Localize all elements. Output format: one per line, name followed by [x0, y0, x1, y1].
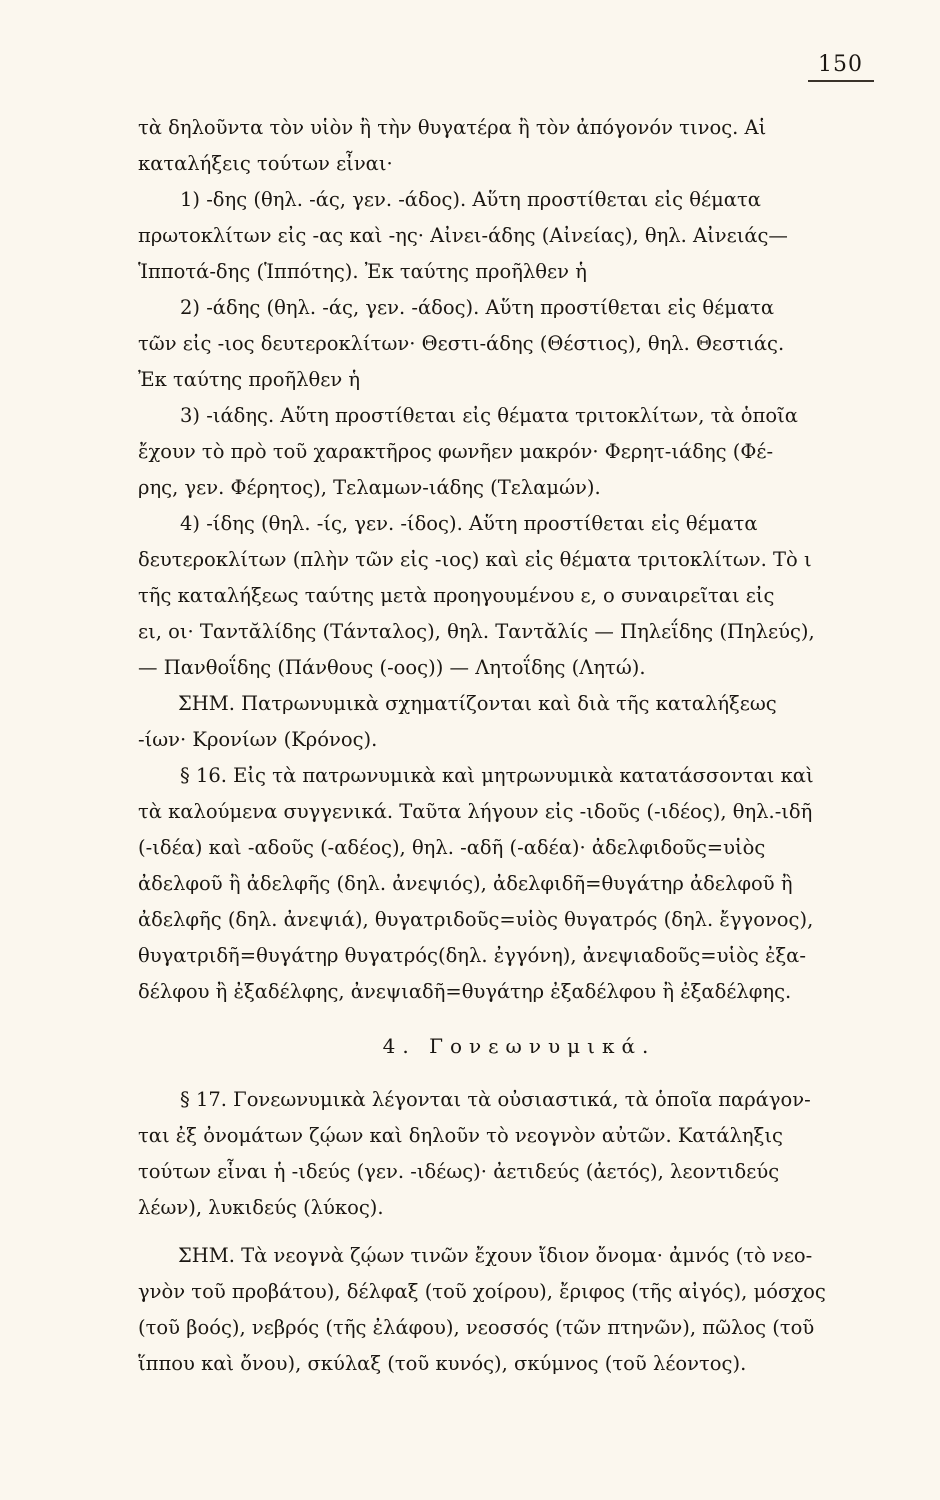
note-line: ἵππου καὶ ὄνου), σκύλαξ (τοῦ κυνός), σκύμνος (τοῦ λέοντος). [138, 1352, 747, 1375]
note-line: ΣΗΜ. Τὰ νεογνὰ ζῴων τινῶν ἔχουν ἴδιον ὄνομα· ἀμνός (τὸ νεο- [178, 1244, 813, 1267]
text-line: τούτων εἶναι ἡ -ιδεύς (γεν. -ιδέως)· ἀετιδεύς (ἀετός), λεοντιδεύς [138, 1160, 780, 1183]
text-line: δευτεροκλίτων (πλὴν τῶν εἰς -ιος) καὶ εἰς θέματα τριτοκλίτων. Τὸ ι [138, 548, 812, 571]
text-line: τῶν εἰς -ιος δευτεροκλίτων· Θεστι-άδης (Θέστιος), θηλ. Θεστιάς. [138, 332, 785, 355]
text-line: Ἱπποτά-δης (Ἱππότης). Ἐκ ταύτης προῆλθεν ἡ [138, 260, 587, 283]
text-line: 2) -άδης (θηλ. -άς, γεν. -άδος). Αὕτη προστίθεται εἰς θέματα [180, 296, 775, 319]
text-line: ἀδελφῆς (δηλ. ἀνεψιά), θυγατριδοῦς=υἱὸς θυγατρός (δηλ. ἔγγονος), [138, 908, 814, 931]
note-line: ΣΗΜ. Πατρωνυμικὰ σχηματίζονται καὶ διὰ τῆς καταλήξεως [178, 692, 777, 715]
page-number: 150 [818, 52, 863, 77]
text-line: ρης, γεν. Φέρητος), Τελαμων-ιάδης (Τελαμών). [138, 476, 601, 499]
text-line: δέλφου ἢ ἐξαδέλφης, ἀνεψιαδῆ=θυγάτηρ ἐξαδέλφου ἢ ἐξαδέλφης. [138, 980, 792, 1003]
text-line: ἀδελφοῦ ἢ ἀδελφῆς (δηλ. ἀνεψιός), ἀδελφιδῆ=θυγάτηρ ἀδελφοῦ ἢ [138, 872, 793, 895]
text-line: θυγατριδῆ=θυγάτηρ θυγατρός(δηλ. ἐγγόνη), ἀνεψιαδοῦς=υἱὸς ἐξα- [138, 944, 806, 967]
text-line: καταλήξεις τούτων εἶναι· [138, 152, 393, 175]
text-line: τὰ δηλοῦντα τὸν υἱὸν ἢ τὴν θυγατέρα ἢ τὸν ἀπόγονόν τινος. Αἱ [138, 116, 767, 139]
text-line: (-ιδέα) καὶ -αδοῦς (-αδέος), θηλ. -αδῆ (-αδέα)· ἀδελφιδοῦς=υἱὸς [138, 836, 766, 859]
section-title: 4. Γονεωνυμικά. [382, 1034, 656, 1058]
text-line: λέων), λυκιδεύς (λύκος). [138, 1196, 384, 1219]
page-number-rule [808, 80, 874, 82]
section-line: § 16. Εἰς τὰ πατρωνυμικὰ καὶ μητρωνυμικὰ κατατάσσονται καὶ [180, 764, 814, 787]
text-line: τῆς καταλήξεως ταύτης μετὰ προηγουμένου ε, ο συναιρεῖται εἰς [138, 584, 775, 607]
text-line: 1) -δης (θηλ. -άς, γεν. -άδος). Αὕτη προστίθεται εἰς θέματα [180, 188, 761, 211]
text-line: ἔχουν τὸ πρὸ τοῦ χαρακτῆρος φωνῆεν μακρόν· Φερητ-ιάδης (Φέ- [138, 440, 774, 463]
note-line: (τοῦ βοός), νεβρός (τῆς ἐλάφου), νεοσσός (τῶν πτηνῶν), πῶλος (τοῦ [138, 1316, 815, 1339]
text-line: 4) -ίδης (θηλ. -ίς, γεν. -ίδος). Αὕτη προστίθεται εἰς θέματα [180, 512, 758, 535]
note-line: -ίων· Κρονίων (Κρόνος). [138, 728, 378, 751]
text-line: ται ἐξ ὀνομάτων ζῴων καὶ δηλοῦν τὸ νεογνὸν αὐτῶν. Κατάληξις [138, 1124, 783, 1147]
text-line: Ἐκ ταύτης προῆλθεν ἡ [138, 368, 361, 391]
text-line: πρωτοκλίτων εἰς -ας καὶ -ης· Αἰνει-άδης (Αἰνείας), θηλ. Αἰνειάς— [138, 224, 788, 247]
text-line: ει, οι· Ταντᾰλίδης (Τάνταλος), θηλ. Ταντᾰλίς — Πηλεΐδης (Πηλεύς), [138, 620, 815, 643]
note-line: γνὸν τοῦ προβάτου), δέλφαξ (τοῦ χοίρου), ἔριφος (τῆς αἰγός), μόσχος [138, 1280, 826, 1303]
text-line: 3) -ιάδης. Αὕτη προστίθεται εἰς θέματα τριτοκλίτων, τὰ ὁποῖα [180, 404, 798, 427]
text-line: τὰ καλούμενα συγγενικά. Ταῦτα λήγουν εἰς -ιδοῦς (-ιδέος), θηλ.-ιδῆ [138, 800, 813, 823]
body-text [138, 110, 900, 1382]
spacer [138, 1226, 900, 1238]
text-line: — Πανθοΐδης (Πάνθους (-οος)) — Λητοΐδης (Λητώ). [138, 656, 646, 679]
section-line: § 17. Γονεωνυμικὰ λέγονται τὰ οὐσιαστικά, τὰ ὁποῖα παράγον- [180, 1088, 811, 1111]
